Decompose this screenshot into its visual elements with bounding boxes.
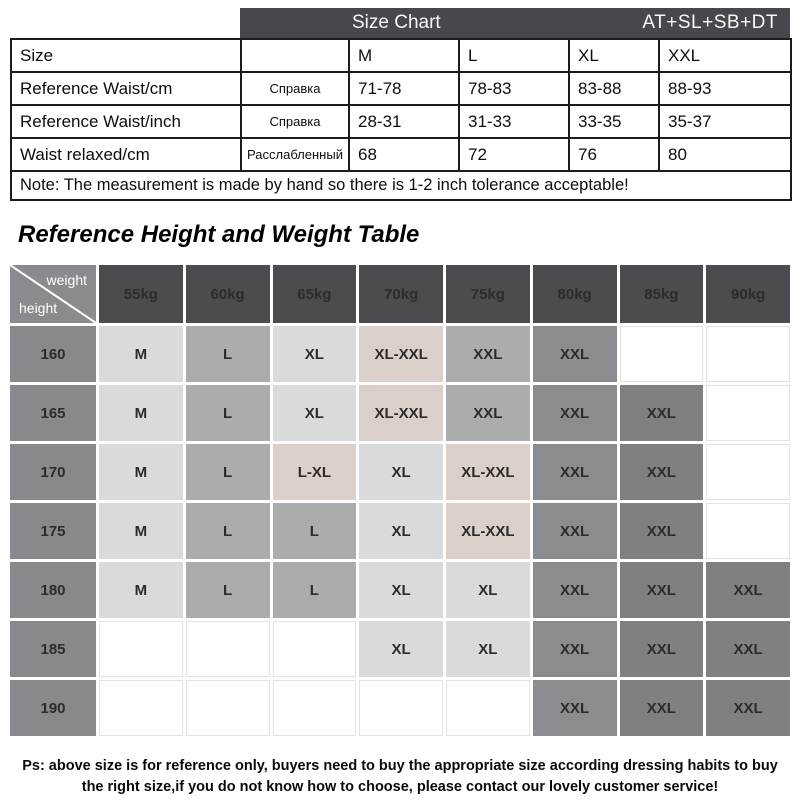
value-cell: 88-93 xyxy=(659,72,791,105)
row-label: Reference Waist/inch xyxy=(11,105,241,138)
size-cell: L xyxy=(186,326,270,382)
size-cell: XXL xyxy=(446,385,530,441)
size-xxl-cell: XXL xyxy=(659,39,791,72)
size-cell: L-XL xyxy=(273,444,357,500)
size-chart-table xyxy=(10,38,792,201)
height-header-cell: 185 xyxy=(10,621,96,677)
weight-header-cell: 85kg xyxy=(620,265,704,323)
size-cell: XL xyxy=(359,621,443,677)
value-cell: 35-37 xyxy=(659,105,791,138)
height-header-cell: 175 xyxy=(10,503,96,559)
size-cell xyxy=(186,621,270,677)
weight-header-cell: 75kg xyxy=(446,265,530,323)
weight-header-cell: 70kg xyxy=(359,265,443,323)
size-cell: XL-XXL xyxy=(359,385,443,441)
size-cell: XXL xyxy=(620,621,704,677)
size-cell xyxy=(706,503,790,559)
height-header-cell: 170 xyxy=(10,444,96,500)
size-cell: XL-XXL xyxy=(446,444,530,500)
size-cell xyxy=(620,326,704,382)
value-cell: 28-31 xyxy=(349,105,459,138)
waist-cm-row xyxy=(11,72,791,105)
size-cell: XXL xyxy=(706,621,790,677)
size-cell: XXL xyxy=(533,326,617,382)
height-header-cell: 180 xyxy=(10,562,96,618)
size-cell: XXL xyxy=(620,562,704,618)
corner-height-label: height xyxy=(19,300,58,316)
waist-inch-row xyxy=(11,105,791,138)
size-cell xyxy=(706,444,790,500)
height-weight-table-title: Reference Height and Weight Table xyxy=(18,221,420,248)
size-cell: XXL xyxy=(446,326,530,382)
size-cell: XXL xyxy=(533,385,617,441)
size-cell: XXL xyxy=(620,385,704,441)
size-cell: XXL xyxy=(620,444,704,500)
row-hint: Справка xyxy=(241,105,349,138)
size-cell: XL-XXL xyxy=(359,326,443,382)
value-cell: 76 xyxy=(569,138,659,171)
size-cell: M xyxy=(99,503,183,559)
size-cell: L xyxy=(186,503,270,559)
size-cell: XXL xyxy=(620,680,704,736)
size-cell xyxy=(446,680,530,736)
size-l-cell: L xyxy=(459,39,569,72)
size-xl-cell: XL xyxy=(569,39,659,72)
height-weight-grid xyxy=(10,265,790,736)
size-cell xyxy=(273,680,357,736)
size-cell xyxy=(706,326,790,382)
weight-header-cell: 80kg xyxy=(533,265,617,323)
size-cell: M xyxy=(99,562,183,618)
value-cell: 71-78 xyxy=(349,72,459,105)
size-cell: L xyxy=(186,562,270,618)
size-cell: XXL xyxy=(533,680,617,736)
size-cell: M xyxy=(99,444,183,500)
size-m-cell: M xyxy=(349,39,459,72)
value-cell: 33-35 xyxy=(569,105,659,138)
size-cell: L xyxy=(273,503,357,559)
size-chart-title: Size Chart xyxy=(352,12,441,33)
waist-relaxed-row xyxy=(11,138,791,171)
value-cell: 31-33 xyxy=(459,105,569,138)
size-cell xyxy=(359,680,443,736)
size-cell: XXL xyxy=(706,562,790,618)
value-cell: 72 xyxy=(459,138,569,171)
height-header-cell: 165 xyxy=(10,385,96,441)
size-cell: XXL xyxy=(706,680,790,736)
size-cell: XXL xyxy=(620,503,704,559)
size-cell: XL xyxy=(446,562,530,618)
value-cell: 80 xyxy=(659,138,791,171)
corner-header-cell xyxy=(10,265,96,323)
size-cell: L xyxy=(186,385,270,441)
size-cell xyxy=(186,680,270,736)
value-cell: 68 xyxy=(349,138,459,171)
value-cell: 78-83 xyxy=(459,72,569,105)
row-hint: Расслабленный xyxy=(241,138,349,171)
note-row xyxy=(11,171,791,200)
size-cell: L xyxy=(273,562,357,618)
weight-header-cell: 55kg xyxy=(99,265,183,323)
size-cell: XXL xyxy=(533,503,617,559)
size-cell: M xyxy=(99,385,183,441)
weight-header-cell: 60kg xyxy=(186,265,270,323)
footer-line-2: the right size,if you do not know how to choose, please contact our lovely customer service! xyxy=(81,779,719,796)
size-cell: XL xyxy=(359,503,443,559)
footer-line-1: Ps: above size is for reference only, buyers need to buy the appropriate size according dressing habits to buy xyxy=(22,758,778,774)
size-cell xyxy=(99,680,183,736)
size-cell: XL xyxy=(446,621,530,677)
size-cell: XXL xyxy=(533,444,617,500)
size-cell: XL xyxy=(359,562,443,618)
footer-note xyxy=(10,756,790,798)
size-cell: M xyxy=(99,326,183,382)
size-cell: XL xyxy=(273,385,357,441)
height-header-cell: 190 xyxy=(10,680,96,736)
size-chart-header-bar xyxy=(240,8,790,38)
height-header-cell: 160 xyxy=(10,326,96,382)
row-label: Reference Waist/cm xyxy=(11,72,241,105)
size-cell: XL xyxy=(273,326,357,382)
size-cell: XL-XXL xyxy=(446,503,530,559)
size-row xyxy=(11,39,791,72)
weight-header-cell: 90kg xyxy=(706,265,790,323)
value-cell: 83-88 xyxy=(569,72,659,105)
size-cell xyxy=(273,621,357,677)
size-cell: XXL xyxy=(533,621,617,677)
weight-header-cell: 65kg xyxy=(273,265,357,323)
tolerance-note: Note: The measurement is made by hand so there is 1-2 inch tolerance acceptable! xyxy=(11,171,791,200)
size-cell: XL xyxy=(359,444,443,500)
size-cell: L xyxy=(186,444,270,500)
row-label: Waist relaxed/cm xyxy=(11,138,241,171)
model-codes-label: AT+SL+SB+DT xyxy=(642,12,778,33)
size-cell: XXL xyxy=(533,562,617,618)
row-label: Size xyxy=(11,39,241,72)
size-cell xyxy=(99,621,183,677)
size-cell xyxy=(706,385,790,441)
row-hint xyxy=(241,39,349,72)
row-hint: Справка xyxy=(241,72,349,105)
corner-weight-label: weight xyxy=(46,272,87,288)
